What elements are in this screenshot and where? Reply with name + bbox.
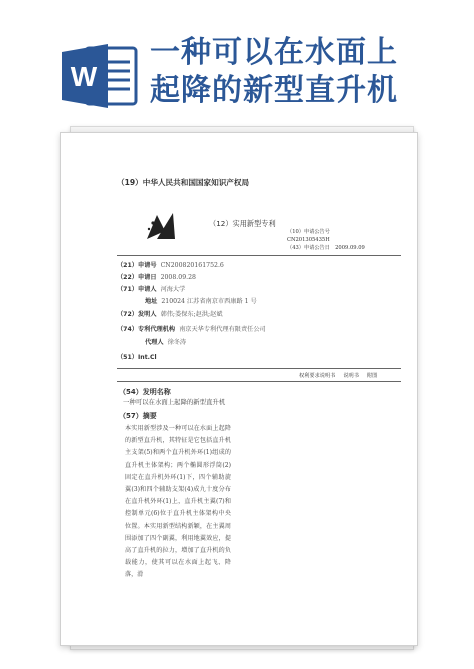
patent-office-emblem-icon — [143, 209, 179, 245]
headline-line-1: 一种可以在水面上 — [150, 35, 398, 70]
microsoft-word-icon — [62, 42, 138, 110]
field-int-cl: （51）Int.Cl — [117, 354, 157, 361]
note-divider — [117, 381, 401, 382]
svg-text:W: W — [70, 61, 98, 92]
abstract-text: 本实用新型涉及一种可以在水面上起降的新型直升机，其特征是它包括直升机主支架(5)和两个直升机外环(1)组成的直升机主体架构；两个椭圆形浮筒(2)固定在直升机外环(1)下，四个辅助旋翼(3)和四个辅助支架(4)成九十度分布在直升机外环(1)上，直升机主翼(7)和控制单元(6)位于直升机主体架构中央位置。本实用新型结构新颖，在主翼周围添加了四个副翼，利用地翼效应，提高了直升机的拉力，增加了直升机的负载能力，使其可以在水面上起飞、降落，滑 — [125, 425, 231, 579]
field-application-date: （22）申请日 2008.09.28 — [117, 274, 196, 281]
note-claims: 权利要求说明书 — [299, 373, 336, 379]
header-divider — [117, 255, 401, 256]
field-applicant: （71）申请人 河海大学 — [117, 286, 186, 293]
abstract-heading: （57）摘要 — [119, 412, 157, 420]
publication-number: CN201305435H — [287, 236, 330, 243]
patent-type: （12）实用新型专利 — [209, 219, 276, 228]
field-inventors: （72）发明人 韩伟;娄保东;赵洪;赵斌 — [117, 311, 223, 318]
headline-line-2: 起降的新型直升机 — [150, 73, 398, 108]
fields-divider — [117, 368, 401, 369]
publication-number-label: （10）申请公告号 — [287, 229, 330, 235]
field-address: 地址 210024 江苏省南京市西康路 1 号 — [145, 298, 257, 305]
document-parts-note — [299, 372, 385, 379]
field-agent: 代理人 徐冬涛 — [145, 339, 187, 346]
invention-title: 一种可以在水面上起降的新型直升机 — [123, 398, 226, 406]
note-description: 说明书 — [343, 373, 359, 379]
title-section-heading: （54）发明名称 — [119, 388, 171, 396]
note-drawings: 附图 — [366, 373, 378, 379]
publication-info — [287, 229, 365, 252]
office-title: （19）中华人民共和国国家知识产权局 — [117, 178, 250, 187]
field-application-number: （21）申请号 CN200820161752.6 — [117, 262, 224, 269]
patent-document — [60, 132, 418, 646]
field-patent-agency: （74）专利代理机构 南京天华专利代理有限责任公司 — [117, 326, 266, 333]
page-headline — [150, 34, 470, 110]
publication-date: （43）申请公告日 2009.09.09 — [287, 244, 365, 251]
